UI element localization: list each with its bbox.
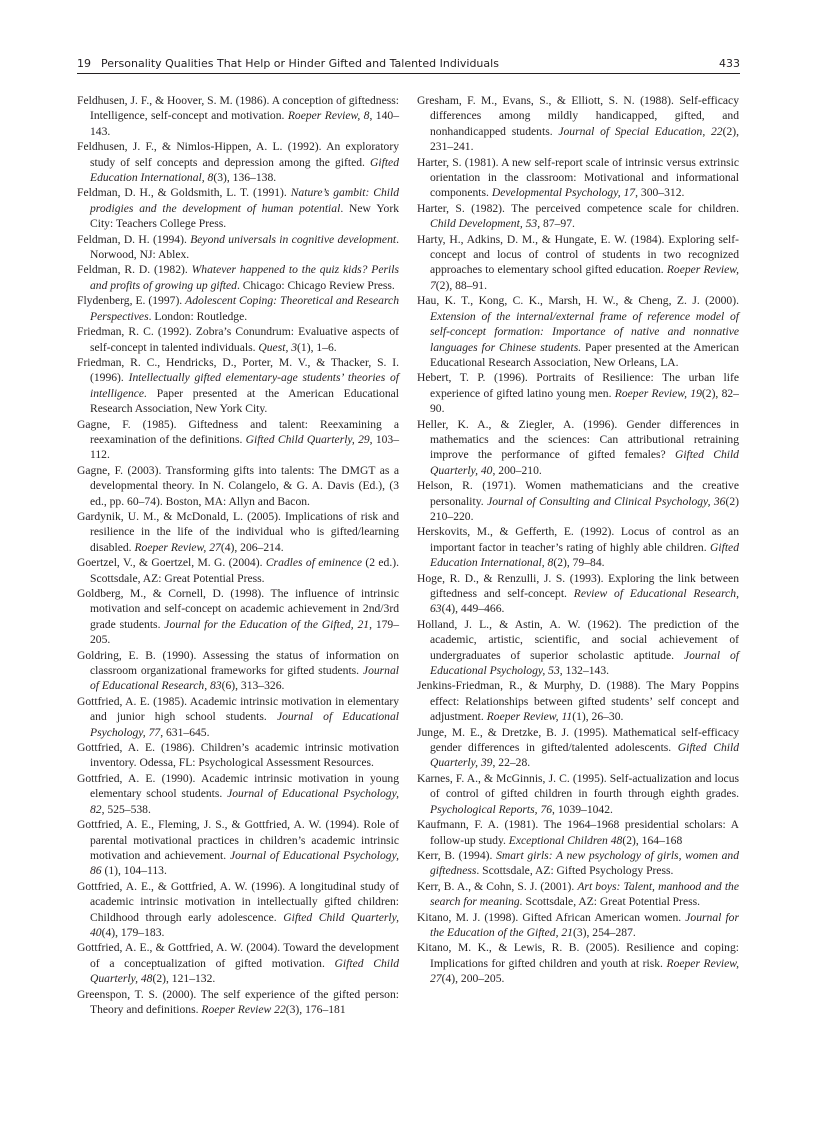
reference-text: Feldman, R. D. (1982).: [77, 263, 192, 277]
reference-source-title: Exceptional Children 48: [508, 833, 623, 847]
reference-text: Hebert, T. P. (1996). Portraits of Resilience: The urban life experience of gifted latino young men.: [417, 371, 739, 400]
reference-source-title: Journal of Educational Psychology, 77: [90, 710, 399, 739]
reference-source-title: Roeper Review, 11: [486, 710, 573, 724]
reference-text: Gagne, F. (1985). Giftedness and talent: Reexamining a reexamination of the definitions.: [77, 417, 399, 446]
reference-entry: [417, 417, 739, 479]
reference-text: (4), 206–214.: [220, 540, 284, 554]
reference-text: (3), 176–181: [285, 1002, 346, 1016]
reference-source-title: Roeper Review, 27: [134, 540, 221, 554]
reference-text: (2 ed.). Scottsdale, AZ: Great Potential Press.: [90, 556, 399, 585]
reference-entry: [417, 678, 739, 724]
reference-text: (2), 82–90.: [430, 386, 739, 416]
reference-entry: [417, 817, 739, 848]
reference-source-title: Journal of Special Education, 22: [558, 124, 723, 138]
reference-column-left: [77, 93, 399, 1017]
reference-text: , 22–28.: [492, 756, 531, 770]
reference-entry: [77, 817, 399, 879]
reference-text: (1), 1–6.: [297, 340, 337, 354]
reference-source-title: Journal for the Education of the Gifted, 21: [164, 617, 370, 631]
reference-text: . London: Routledge.: [148, 309, 248, 323]
reference-text: Herskovits, M., & Gefferth, E. (1992). Locus of control as an important factor in teacher’s rating of highly able children.: [417, 525, 739, 554]
reference-entry: [77, 463, 399, 509]
reference-source-title: Gifted Child Quarterly, 48: [90, 956, 399, 986]
reference-source-title: Gifted Child Quarterly, 40: [430, 448, 739, 477]
reference-source-title: Intellectually gifted elementary-age students’ theories of intelligence.: [90, 371, 399, 400]
reference-text: . Scottsdale, AZ: Gifted Psychology Press.: [476, 864, 674, 878]
reference-text: Harty, H., Adkins, D. M., & Hungate, E. W. (1984). Exploring self-concept and locus of control of students in two recognized approaches to elementary school gifted education.: [417, 232, 739, 277]
reference-text: (2), 79–84.: [553, 556, 605, 570]
reference-text: , 179–205.: [90, 617, 400, 647]
reference-entry: [77, 648, 399, 694]
reference-text: Hau, K. T., Kong, C. K., Marsh, H. W., & Cheng, Z. J. (2000).: [417, 294, 739, 308]
reference-text: Gottfried, A. E., & Gottfried, A. W. (2004). Toward the development of a conceptualization of gifted motivation.: [77, 941, 399, 970]
reference-text: . Norwood, NJ: Ablex.: [90, 232, 399, 262]
reference-text: (4), 449–466.: [441, 602, 505, 616]
reference-text: Gottfried, A. E., & Gottfried, A. W. (1996). A longitudinal study of academic intrinsic motivation in intellectually gifted children: Childhood through early adolescence.: [77, 879, 399, 924]
reference-entry: [77, 555, 399, 586]
reference-entry: [77, 771, 399, 817]
reference-source-title: Whatever happened to the quiz kids? Perils and profits of growing up gifted: [90, 263, 399, 292]
reference-text: Scottsdale, AZ: Great Potential Press.: [522, 895, 701, 909]
reference-text: Friedman, R. C., Hendricks, D., Porter, M. V., & Thacker, S. I. (1996).: [77, 355, 399, 385]
reference-entry: [77, 262, 399, 293]
reference-text: Gottfried, A. E. (1990). Academic intrinsic motivation in young elementary school students.: [77, 771, 399, 801]
reference-source-title: Beyond universals in cognitive development: [190, 232, 397, 246]
reference-entry: [77, 417, 399, 463]
reference-text: Holland, J. L., & Astin, A. W. (1962). The prediction of the academic, artistic, scientific, and social achievement of undergraduates of superior scholastic aptitude.: [417, 617, 739, 662]
reference-source-title: Child Development, 53: [430, 217, 538, 231]
reference-text: (2), 121–132.: [152, 972, 216, 986]
reference-source-title: Developmental Psychology, 17: [491, 186, 636, 200]
reference-text: Harter, S. (1981). A new self-report scale of intrinsic versus extrinsic orientation in the classroom: Motivational and informational components.: [417, 155, 739, 200]
reference-entry: [77, 694, 399, 740]
reference-text: (4), 179–183.: [101, 925, 165, 939]
reference-column-right: [417, 93, 739, 987]
reference-text: , 525–538.: [101, 802, 151, 816]
reference-source-title: Roeper Review, 8: [287, 109, 370, 123]
reference-text: Harter, S. (1982). The perceived competence scale for children.: [417, 201, 739, 215]
reference-text: . Chicago: Chicago Review Press.: [236, 278, 395, 292]
reference-entry: [417, 910, 739, 941]
reference-source-title: Gifted Education International, 8: [90, 155, 399, 185]
reference-entry: [417, 93, 739, 155]
reference-entry: [417, 524, 739, 570]
reference-source-title: Roeper Review, 27: [430, 956, 739, 986]
reference-source-title: Nature’s gambit: Child prodigies and the development of human potential: [90, 186, 399, 215]
reference-text: , 300–312.: [635, 186, 685, 200]
reference-text: Gottfried, A. E., Fleming, J. S., & Gottfried, A. W. (1994). Role of parental motivational practices in children’s academic intrinsic motivation and achievement.: [77, 818, 399, 862]
reference-text: Kaufmann, F. A. (1981). The 1964–1968 presidential scholars: A follow-up study.: [417, 818, 739, 847]
running-header: [77, 57, 740, 73]
reference-text: (2), 231–241.: [430, 124, 739, 154]
reference-text: Helson, R. (1971). Women mathematicians and the creative personality.: [417, 479, 739, 508]
reference-text: Heller, K. A., & Ziegler, A. (1996). Gender differences in mathematics and the sciences: Can attributional retraining improve the performance of gifted females?: [417, 417, 739, 462]
reference-source-title: Extension of the internal/external frame of reference model of self-concept formation: Importance of native and nonnative languages for Chinese students.: [430, 309, 739, 354]
reference-text: (4), 200–205.: [441, 972, 505, 986]
header-rule: [77, 73, 740, 74]
reference-entry: [77, 232, 399, 263]
reference-source-title: Journal of Educational Research, 83: [90, 664, 399, 693]
reference-entry: [77, 93, 399, 139]
reference-entry: [417, 293, 739, 370]
reference-entry: [77, 293, 399, 324]
reference-source-title: Gifted Child Quarterly, 39: [430, 741, 739, 770]
reference-text: (3), 254–287.: [572, 925, 636, 939]
reference-source-title: Journal of Consulting and Clinical Psychology, 36: [487, 494, 726, 508]
reference-entry: [417, 617, 739, 679]
reference-entry: [77, 324, 399, 355]
reference-text: Goldring, E. B. (1990). Assessing the status of information on classroom organizational frameworks for gifted students.: [77, 648, 399, 678]
reference-entry: [417, 232, 739, 294]
reference-text: Paper presented at the American Educational Research Association, New Orleans, LA.: [430, 340, 739, 369]
reference-text: , 103–112.: [90, 432, 400, 462]
reference-text: Gardynik, U. M., & McDonald, L. (2005). Implications of risk and resilience in the life of the individual who is gifted/learning disabled.: [77, 509, 399, 554]
chapter-number: 19: [77, 57, 91, 70]
reference-entry: [417, 940, 739, 986]
reference-text: Friedman, R. C. (1992). Zobra’s Conundrum: Evaluative aspects of self-concept in talented individuals.: [77, 325, 399, 354]
reference-text: Karnes, F. A., & McGinnis, J. C. (1995). Self-actualization and locus of control of gifted children in fourth through eighth grades.: [417, 771, 739, 801]
reference-entry: [417, 571, 739, 617]
reference-text: (2), 164–168: [622, 833, 683, 847]
reference-text: Gresham, F. M., Evans, S., & Elliott, S. N. (1988). Self-efficacy differences among mildly handicapped, gifted, and nonhandicapped students.: [417, 94, 739, 138]
reference-entry: [77, 586, 399, 648]
reference-text: Feldman, D. H. (1994).: [77, 232, 191, 246]
reference-entry: [77, 940, 399, 986]
reference-text: Kitano, M. K., & Lewis, R. B. (2005). Resilience and coping: Implications for gifted children and youth at risk.: [417, 941, 739, 970]
reference-source-title: Psychological Reports, 76: [430, 802, 553, 816]
reference-text: Gagne, F. (2003). Transforming gifts into talents: The DMGT as a developmental theory. In N. Colangelo, & G. A. Davis (Ed.), (3 ed., pp. 60–74). Boston, MA: Allyn and Bacon.: [77, 463, 399, 508]
reference-source-title: Gifted Child Quarterly, 40: [90, 910, 400, 939]
reference-text: (2), 88–91.: [435, 278, 487, 292]
reference-entry: [417, 201, 739, 232]
reference-source-title: Gifted Education International, 8: [430, 540, 739, 570]
reference-entry: [77, 355, 399, 417]
reference-text: Feldhusen, J. F., & Nimlos-Hippen, A. L. (1992). An exploratory study of self concepts and depression among the gifted.: [77, 140, 399, 169]
reference-entry: [77, 185, 399, 231]
reference-entry: [417, 771, 739, 817]
reference-source-title: Art boys: Talent, manhood and the search for meaning.: [430, 879, 739, 909]
reference-text: , 87–97.: [537, 217, 575, 231]
reference-text: Flydenberg, E. (1997).: [77, 294, 186, 308]
reference-entry: [77, 879, 399, 941]
reference-source-title: Smart girls: A new psychology of girls, women and giftedness: [430, 848, 740, 878]
reference-text: Kitano, M. J. (1998). Gifted African American women.: [417, 910, 686, 924]
reference-text: Junge, M. E., & Dretzke, B. J. (1995). Mathematical self-efficacy gender differences in gifted/talented adolescents.: [417, 725, 739, 755]
reference-entry: [77, 740, 399, 771]
reference-source-title: Journal of Educational Psychology, 86: [90, 848, 399, 878]
reference-entry: [77, 139, 399, 185]
reference-source-title: Roeper Review, 19: [614, 386, 702, 400]
page-number: 433: [719, 57, 740, 70]
reference-text: Greenspon, T. S. (2000). The self experience of the gifted person: Theory and definitions.: [77, 987, 399, 1016]
reference-entry: [417, 725, 739, 771]
reference-entry: [417, 848, 739, 879]
reference-text: Goertzel, V., & Goertzel, M. G. (2004).: [77, 556, 266, 570]
reference-source-title: Adolescent Coping: Theoretical and Research Perspectives: [90, 294, 399, 323]
reference-text: Gottfried, A. E. (1985). Academic intrinsic motivation in elementary and junior high school students.: [77, 694, 399, 724]
reference-source-title: Roeper Review 22: [201, 1002, 286, 1016]
reference-text: Feldman, D. H., & Goldsmith, L. T. (1991).: [77, 186, 291, 200]
reference-source-title: Journal of Educational Psychology, 82: [90, 787, 399, 816]
reference-entry: [417, 370, 739, 416]
reference-text: Gottfried, A. E. (1986). Children’s academic intrinsic motivation inventory. Odessa, FL: Psychological Assessment Resources.: [77, 741, 399, 770]
chapter-heading: [77, 57, 499, 71]
reference-text: (6), 313–326.: [221, 679, 285, 693]
reference-text: , 1039–1042.: [552, 802, 613, 816]
reference-text: , 140–143.: [90, 109, 399, 138]
reference-text: , 132–143.: [559, 664, 610, 678]
reference-text: (3), 136–138.: [213, 171, 277, 185]
reference-entry: [417, 155, 739, 201]
reference-text: . New York City: Teachers College Press.: [90, 201, 400, 231]
reference-text: Jenkins-Friedman, R., & Murphy, D. (1988). The Mary Poppins effect: Relationships between gifted students’ self concept and adjustment.: [417, 679, 739, 724]
reference-text: (2) 210–220.: [430, 494, 739, 523]
reference-source-title: Review of Educational Research, 63: [430, 587, 739, 616]
reference-entry: [417, 879, 739, 910]
reference-text: (1), 104–113.: [101, 864, 167, 878]
reference-text: , 631–645.: [160, 725, 210, 739]
chapter-title: Personality Qualities That Help or Hinder Gifted and Talented Individuals: [101, 57, 499, 70]
reference-entry: [77, 509, 399, 555]
reference-source-title: Journal for the Education of the Gifted, 21: [430, 910, 739, 939]
reference-text: Goldberg, M., & Cornell, D. (1998). The influence of intrinsic motivation and self-concept on academic achievement in 2nd/3rd grade students.: [77, 587, 399, 631]
reference-text: Paper presented at the American Educational Research Association, New York City.: [90, 386, 399, 416]
reference-source-title: Journal of Educational Psychology, 53: [430, 648, 740, 678]
reference-entry: [417, 478, 739, 524]
reference-source-title: Cradles of eminence: [265, 556, 363, 570]
reference-source-title: Quest, 3: [258, 340, 298, 354]
reference-text: (1), 26–30.: [572, 710, 624, 724]
reference-text: Kerr, B. (1994).: [417, 848, 497, 862]
reference-text: , 200–210.: [492, 463, 542, 477]
reference-source-title: Roeper Review, 7: [430, 263, 739, 292]
reference-text: Kerr, B. A., & Cohn, S. J. (2001).: [417, 879, 578, 893]
reference-text: Feldhusen, J. F., & Hoover, S. M. (1986). A conception of giftedness: Intelligence, self-concept and motivation.: [77, 94, 399, 123]
reference-text: Hoge, R. D., & Renzulli, J. S. (1993). Exploring the link between giftedness and self-concept.: [417, 571, 739, 600]
reference-entry: [77, 987, 399, 1018]
reference-source-title: Gifted Child Quarterly, 29: [245, 432, 370, 446]
